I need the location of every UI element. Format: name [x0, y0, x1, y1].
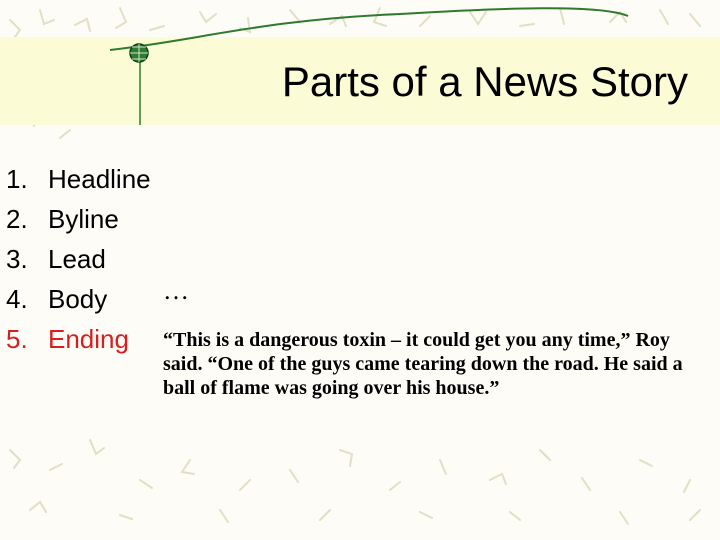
list-item-headline: 1. Headline [6, 164, 151, 194]
list-item-lead: 3. Lead [6, 244, 106, 274]
ellipsis-text: … [163, 276, 189, 305]
list-item-ending: 5. Ending [6, 324, 129, 354]
story-quote: “This is a dangerous toxin – it could get you any time,” Roy said. “One of the guys came tearing down the road. He said a ball of flame was going over his house.” [163, 329, 683, 399]
list-item-body: 4. Body [6, 284, 108, 314]
slide-title: Parts of a News Story [281, 58, 688, 105]
list-item-byline: 2. Byline [6, 204, 119, 234]
parts-list [0, 164, 165, 364]
